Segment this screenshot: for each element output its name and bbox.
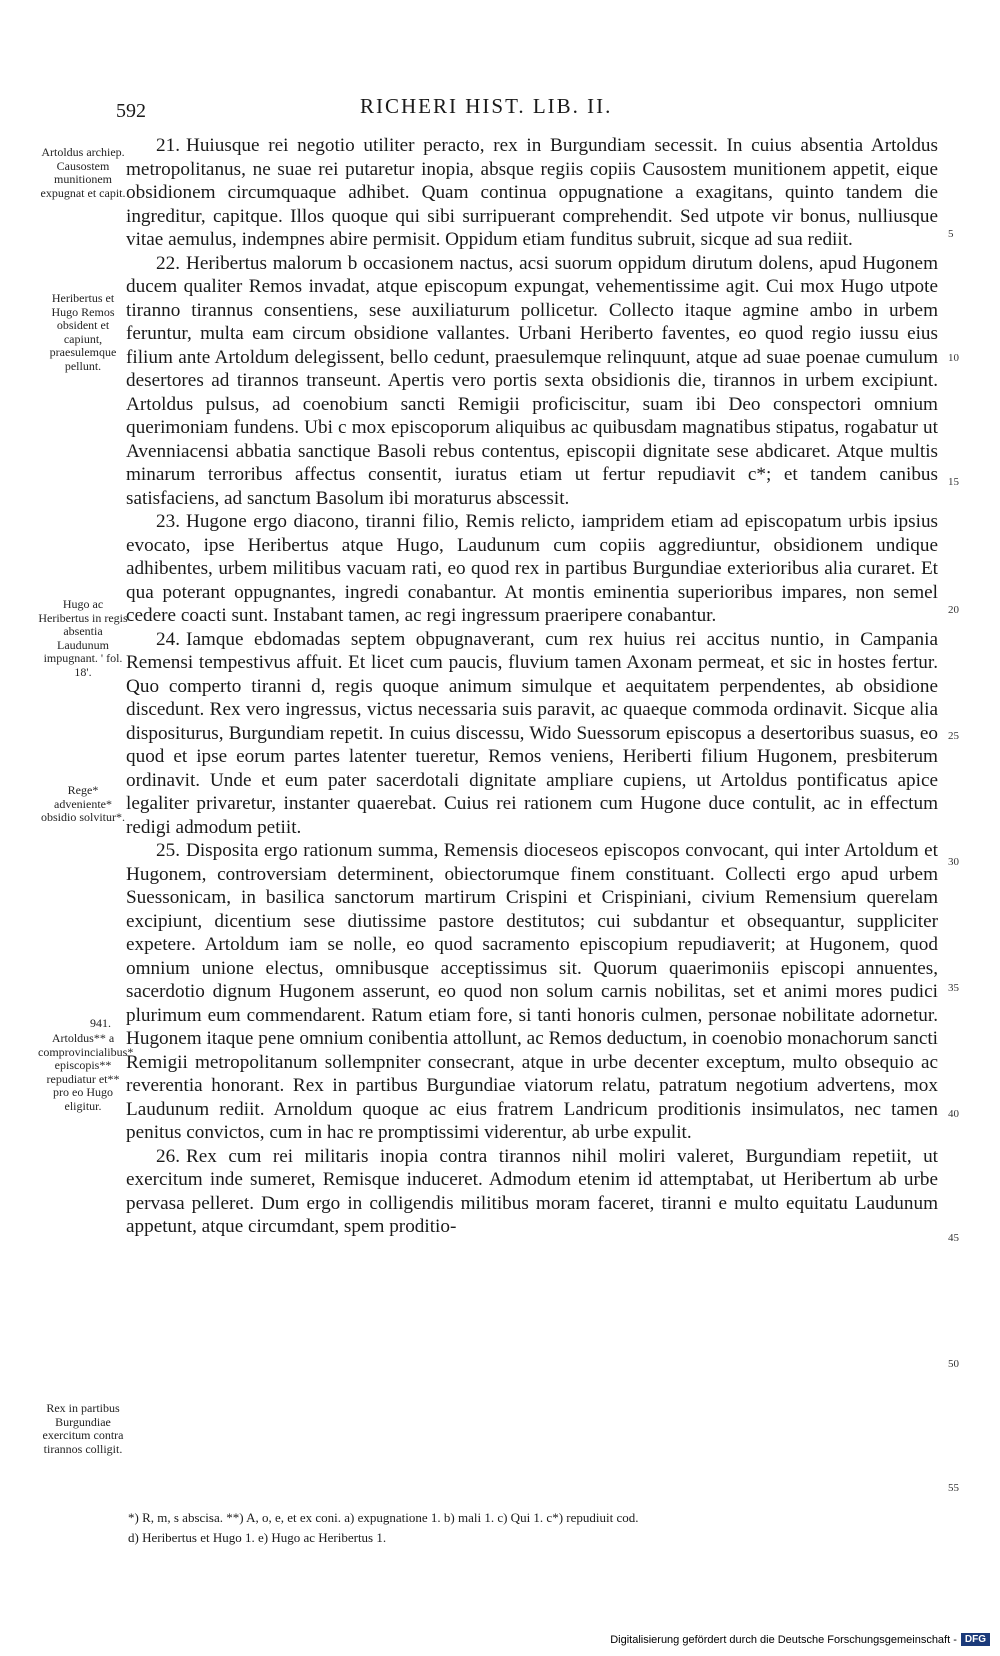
- line-number: 45: [948, 1232, 959, 1244]
- footnote-line: *) R, m, s abscisa. **) A, o, e, et ex coni. a) expugnatione 1. b) mali 1. c) Qui 1. c*) repudiuit cod.: [128, 1510, 639, 1525]
- paragraph: 23. Hugone ergo diacono, tiranni filio, Remis relicto, iampridem etiam ad episcopatum urbis ipsius evocato, ipse Heribertus atque Hugo, Laudunum cum copiis aggrediuntur, obsidionem undique adhibentes, urbem militibus vacuam rati, eo quod rex in partibus Burgundiae exterioribus alia curaret. Et qua poterant oppugnantes, ingredi conabantur. At montis eminentia superioribus impares, non semel cedere coacti sunt. Instabant tamen, ac regi ingressum praeripere conabantur.: [126, 511, 938, 626]
- line-number: 30: [948, 856, 959, 868]
- dfg-logo: DFG: [961, 1633, 990, 1646]
- marginal-note: Heribertus et Hugo Remos obsident et capiunt, praesulemque pellunt.: [49, 291, 117, 373]
- line-number: 20: [948, 604, 959, 616]
- footnotes: [128, 1508, 948, 1548]
- year-note: 941.: [90, 1016, 111, 1030]
- footnote-line: d) Heribertus et Hugo 1. e) Hugo ac Heribertus 1.: [128, 1530, 387, 1545]
- paragraph: 21. Huiusque rei negotio utiliter peracto, rex in Burgundiam secessit. In cuius absentia Artoldus metropolitanus, ne suae rei putaretur inopia, absque regiis copiis Causostem munitionem appetit, eique obsidionem circumquaque adhibet. Quam continua oppugnatione a exagitans, quinto tandem die ingreditur, capitque. Illos quoque qui sibi surripuerant comprehendit. Sed utpote vir bonus, nulliusque vitae aemulus, indempnes abire permisit. Oppidum etiam funditus subruit, sicque ad sua rediit.: [126, 135, 938, 250]
- marginal-note: Artoldus** a comprovincialibus* episcopis** repudiatur et** pro eo Hugo eligitur.: [38, 1031, 134, 1113]
- line-number: 40: [948, 1108, 959, 1120]
- marginal-note: Artoldus archiep. Causostem munitionem expugnat et capit.: [40, 145, 126, 200]
- marginal-note: Hugo ac Heribertus in regis absentia Laudunum impugnant. ' fol. 18'.: [38, 597, 128, 679]
- line-number: 25: [948, 730, 959, 742]
- credit-text: Digitalisierung gefördert durch die Deutsche Forschungsgemeinschaft -: [610, 1633, 957, 1646]
- running-title: RICHERI HIST. LIB. II.: [360, 94, 613, 118]
- marginal-note: Rex in partibus Burgundiae exercitum contra tirannos colligit.: [42, 1401, 124, 1456]
- page-number: 592: [116, 100, 146, 122]
- digitization-credit: [610, 1633, 990, 1646]
- main-text: [126, 122, 938, 1239]
- line-number: 5: [948, 228, 954, 240]
- paragraph: 26. Rex cum rei militaris inopia contra tirannos nihil moliri valeret, Burgundiam repetiit, ut exercitum inde sumeret, Remisque induceret. Admodum etenim id attemptabat, ut Heribertum ab urbe pervasa pelleret. Dum ergo in colligendis militibus moram faceret, tiranni e multo equitatu Laudunum appetunt, atque circumdant, spem proditio-: [126, 1145, 938, 1237]
- paragraph: 22. Heribertus malorum b occasionem nactus, acsi suorum oppidum dirutum dolens, apud Hugonem ducem qualiter Remos invadat, atque episcopum expungat, vehementissime agit. Cui mox Hugo utpote tiranno tirannus consentiens, sese auxiliaturum pollicetur. Collecto itaque agmine ambo in urbem feruntur, multa eam circum obsidione vallantes. Urbani Heriberto faventes, eo quod regio iussu eius filium ante Artoldum delegissent, bello cedunt, praesulemque relinquunt, atque ad suae poenae cumulum desertores ad tirannos transeunt. Apertis vero portis sexta obsidionis die, tirannos in urbem excipiunt. Artoldus pulsus, ad coenobium sancti Remigii proficiscitur, suam ibi Deo conspectori omnium querimoniam fundens. Ubi c mox episcoporum aliquibus ac quibusdam magnatibus stipatus, rogabatur ut Avenniacensi abbatia sanctique Basoli rebus contentus, episcopii dignitate sese abdicaret. Atque multis minarum terroribus affectus consentit, iuratus etiam ut fertur repudiavit c*; et tandem canibus satisfaciens, ad sanctum Basolum ibi moraturus abscessit.: [126, 252, 938, 509]
- paragraph: 25. Disposita ergo rationum summa, Remensis dioceseos episcopos convocant, qui inter Artoldum et Hugonem, controversiam determinent, obiectorumque finem constituant. Collecti ergo apud urbem Suessonicam, in basilica sanctorum martirum Crispini et Crispiniani, civium Remensium querelam excipiunt, dicentium sese diutissime pastore destitutos; cui subdantur et obsequantur, suppliciter expetere. Artoldum iam se nolle, eo quod sacramento episcopium repudiaverit; at Hugonem, quod omnium unione electus, omnibusque acceptissimus sit. Quorum quaerimoniis episcopi annuentes, sacerdotio dignum Hugonem asserunt, eo quod non solum carnis nobilitas, set et animi mores pudici plurimum eum commendarent. Ratum etiam fore, si tanti honoris culmen, personae nobilitate adornetur. Hugonem itaque pene omnium conibentia attollunt, ac Remos deductum, in coenobio monachorum sancti Remigii metropolitanum sollempniter consecrant, atque in urbe decenter exceptum, multo obsequio ac reverentia honorant. Rex in partibus Burgundiae viatorum relatu, patratum negotium advertens, mox Laudunum rediit. Arnoldum quoque ac eius fratrem Landricum proditionis insimulatos, nec tamen penitus convictos, cum in hac re promptissimi viderentur, ab urbe expulit.: [126, 840, 938, 1143]
- line-number: 35: [948, 982, 959, 994]
- paragraph: 24. Iamque ebdomadas septem obpugnaverant, cum rex huius rei accitus nuntio, in Campania Remensi tempestivus affuit. Et licet cum paucis, fluvium tamen Axonam permeat, et sic in hostes fertur. Quo comperto tiranni d, regis quoque animum simulque et aequitatem perpendentes, ab obsidione discedunt. Rex vero ingressus, victus necessaria suis paravit, ac quaeque commoda ordinavit. Sicque alia dispositurus, Burgundiam repetit. In cuius discessu, Wido Suessorum episcopus a desertoribus suasus, eo quod et ipse eorum partes latenter tueretur, Remos veniens, Heriberti filium Hugonem, presbiterum ordinavit. Unde et eum pater sacerdotali dignitate ampliare cupiens, ut Artoldus pontificatus apice legaliter privaretur, instanter quaerebat. Cuius rei rationem cum Hugone duce contulit, ac in effectum redigi admodum petiit.: [126, 628, 938, 838]
- marginal-note: Rege* adveniente* obsidio solvitur*.: [40, 783, 125, 824]
- line-number: 10: [948, 352, 959, 364]
- line-number: 15: [948, 476, 959, 488]
- line-number: 50: [948, 1358, 959, 1370]
- line-number: 55: [948, 1482, 959, 1494]
